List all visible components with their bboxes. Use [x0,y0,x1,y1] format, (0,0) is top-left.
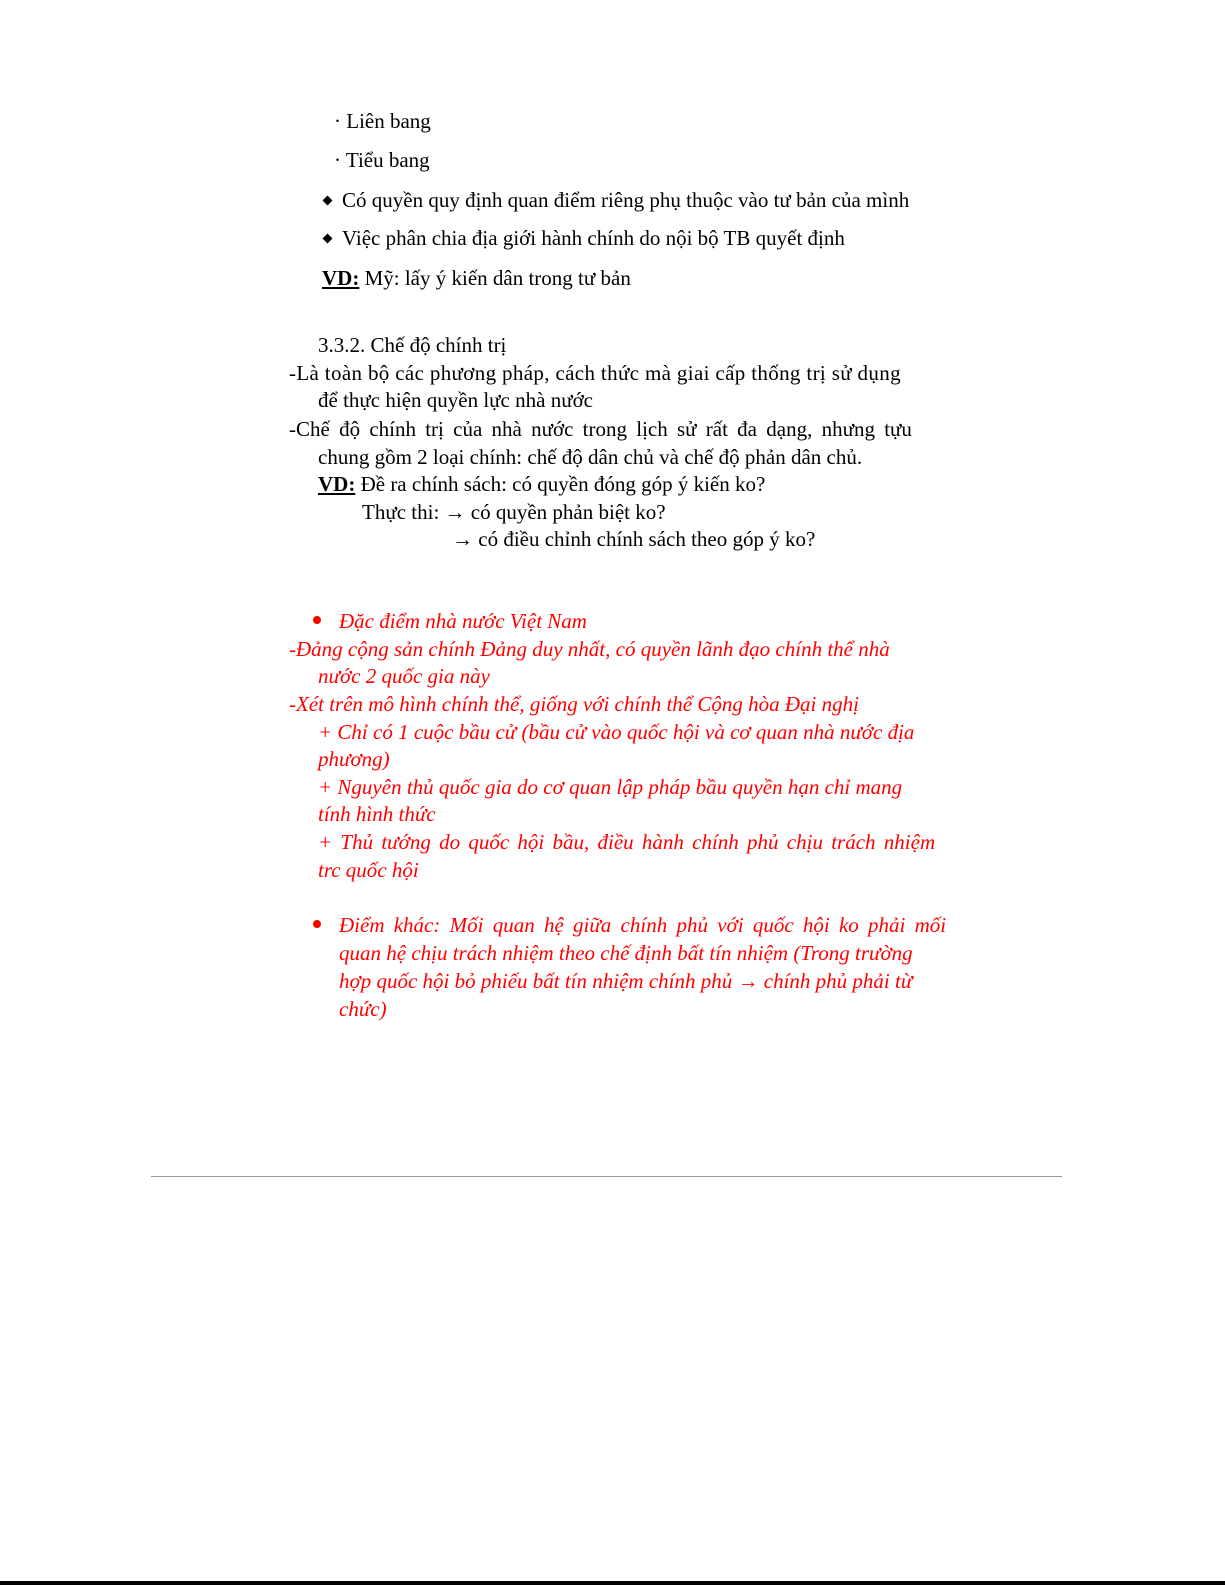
diff-line-4: chức) [339,997,387,1021]
red-bullet-icon [313,616,321,624]
diamond-bullet-icon [323,234,333,244]
example-label: VD: [322,266,360,290]
vietnam-plus3-line-1: + Thủ tướng do quốc hội bầu, điều hành chính phủ chịu trách nhiệm [318,830,936,854]
bullet-item-2 [324,225,845,251]
vietnam-plus1-line-2: phương) [318,747,390,771]
paragraph-2-line-1: -Chế độ chính trị của nhà nước trong lịch sử rất đa dạng, nhưng tựu [289,417,912,441]
diamond-bullet-icon [323,196,333,206]
page-divider [151,1176,1062,1177]
vietnam-plus1-line-1: + Chỉ có 1 cuộc bầu cử (bầu cử vào quốc hội và cơ quan nhà nước địa [318,720,915,744]
example-line-3: → có điều chỉnh chính sách theo góp ý ko? [452,527,816,551]
diff-line-2: quan hệ chịu trách nhiệm theo chế định bất tín nhiệm (Trong trường [339,941,913,965]
bullet-item-1-text: Có quyền quy định quan điểm riêng phụ thuộc vào tư bản của mình [342,188,910,212]
diff-line-3: hợp quốc hội bỏ phiếu bất tín nhiệm chính phủ → chính phủ phải từ [339,969,913,993]
bullet-item-2-text: Việc phân chia địa giới hành chính do nội bộ TB quyết định [342,226,845,250]
diff-line-1: Điểm khác: Mối quan hệ giữa chính phủ với quốc hội ko phải mối [339,913,947,937]
vietnam-plus2-line-2: tính hình thức [318,802,436,826]
example-line-top [322,265,631,291]
paragraph-1-line-2: để thực hiện quyền lực nhà nước [318,388,593,412]
red-bullet-icon [313,920,321,928]
vietnam-p1-line-2: nước 2 quốc gia này [318,664,490,688]
vietnam-p2-line-1: -Xét trên mô hình chính thể, giống với chính thể Cộng hòa Đại nghị [289,692,859,716]
section-heading: 3.3.2. Chế độ chính trị [318,333,507,357]
vietnam-bullet-title: Đặc điểm nhà nước Việt Nam [339,609,587,633]
example-line-332 [318,471,765,497]
example-label: VD: [318,472,356,496]
vietnam-plus2-line-1: + Nguyên thủ quốc gia do cơ quan lập pháp bầu quyền hạn chỉ mang [318,775,903,799]
sub-item-tieu-bang: · Tiểu bang [334,148,430,172]
example-line-2: Thực thi: → có quyền phản biệt ko? [362,500,666,524]
example-text: Mỹ: lấy ý kiến dân trong tư bản [359,266,631,290]
vietnam-plus3-line-2: trc quốc hội [318,858,419,882]
paragraph-1-line-1: -Là toàn bộ các phương pháp, cách thức mà giai cấp thống trị sử dụng [289,361,901,385]
bullet-item-1 [324,187,909,213]
example-text: Đề ra chính sách: có quyền đóng góp ý kiến ko? [355,472,766,496]
bottom-edge-bar [0,1581,1225,1585]
sub-item-lien-bang: · Liên bang [334,109,431,133]
paragraph-2-line-2: chung gồm 2 loại chính: chế độ dân chủ và chế độ phản dân chủ. [318,445,863,469]
vietnam-p1-line-1: -Đảng cộng sản chính Đảng duy nhất, có quyền lãnh đạo chính thể nhà [289,637,890,661]
